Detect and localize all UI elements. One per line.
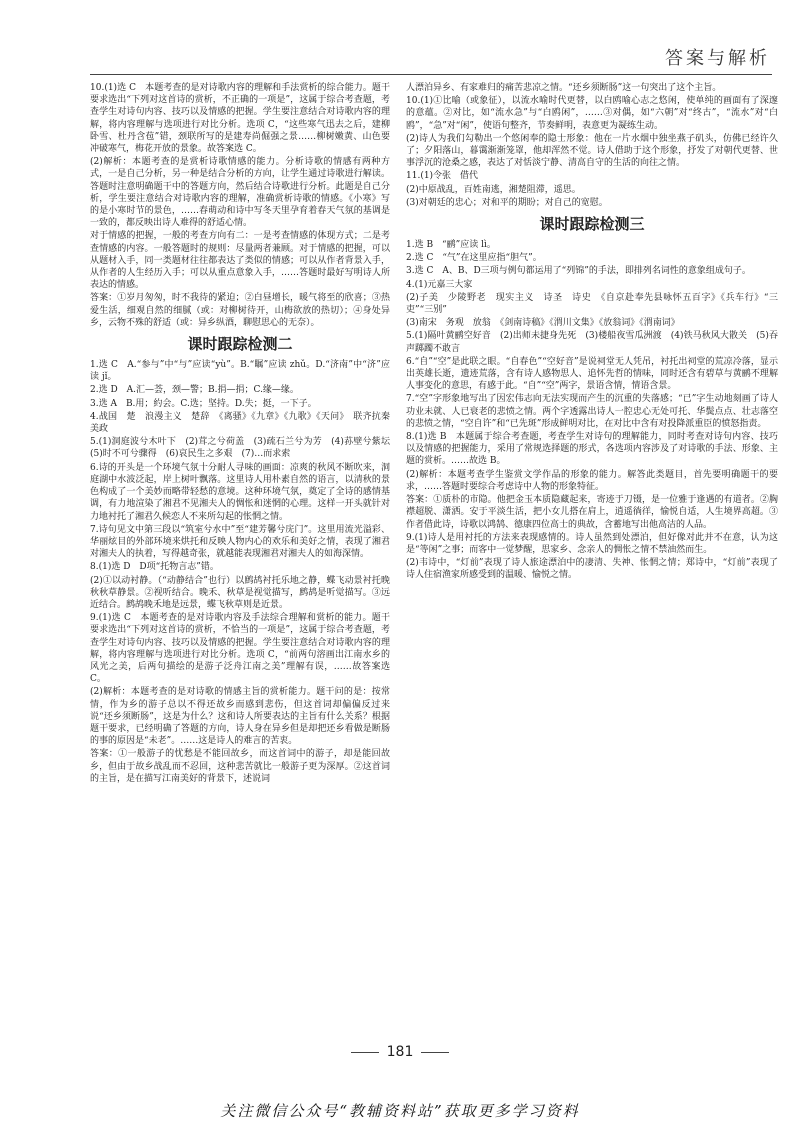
paragraph: 7.诗句见文中第三段以“筑室兮水中”至“建芳馨兮庑门”。这里用流光溢彩、华丽炫目的外部环境来烘托和反映人物内心的欢乐和美好之情，表现了湘君对湘夫人的执着，写得越奇张，就越能表现湘君对湘夫人的如海深情。 [90, 524, 390, 560]
header-rule [90, 74, 772, 75]
left-column [90, 82, 400, 786]
paragraph: 2.选 D A.汇—荟，颈—警；B.捐—捐；C.缘—缘。 [90, 385, 299, 396]
section-title: 课时跟踪检测二 [187, 335, 293, 354]
paragraph: (2)中原战乱，百姓南逃，湘楚阻滞，遥思。 [406, 184, 581, 195]
page-number [0, 1044, 800, 1060]
footer-note: 关注微信公众号“教辅资料站”获取更多学习资料 [220, 1102, 580, 1120]
paragraph: 11.(1)令张 借代 [406, 171, 479, 182]
paragraph: (3)对朝廷的忠心；对和平的期盼；对自己的宽慰。 [406, 197, 608, 208]
paragraph: (2)解析：本题考查学生鉴赏文学作品的形象的能力。解答此类题目，首先要明确题干的要求，……答题时要综合考虑诗中人物的形象特征。 [406, 469, 778, 492]
right-column [406, 82, 778, 583]
paragraph: 10.(1)①比喻（或象征），以流水喻时代更替，以白鸥喻心志之悠闲，使单纯的画面有了深邃的意蕴。②对比，如“流水急”与“白鸥闲”，……③对偶，如“六朝”对“终古”，“流水”对“白鸥”，“急”对“闲”，使语句整齐，节奏鲜明，表意更为凝练生动。 [406, 96, 778, 131]
paragraph: 2.选 C “气”在这里应指“胆气”。 [406, 253, 542, 264]
section-title: 课时跟踪检测三 [539, 215, 645, 234]
paragraph: 人漂泊异乡、有家难归的痛苦悲凉之情。“还乡须断肠”这一句突出了这个主旨。 [406, 83, 722, 93]
paragraph: (2)子美 少陵野老 现实主义 诗圣 诗史 《自京赴奉先县咏怀五百字》《兵车行》“三吏”“三别” [406, 292, 778, 316]
paragraph: 对于情感的把握，一般的考查方向有二：一是考查情感的体现方式；二是考查情感的内容。一般答题时的规则：尽量两者兼顾。对于情感的把握，可以从题材入手，同一类题材往往都表达了类似的情感；可以从作者背景入手，从作者的人生经历入手；可以从重点意象入手，……答题时最好写明诗人所表达的情感。 [90, 231, 390, 291]
paragraph: (2)诗人为我们勾勒出一个悠闲奉的隐士形象：他在一片水烟中独坐燕子矶头，仿佛已经许久了；夕阳落山，暮霭渐渐笼罩，他却浑然不觉。诗人借助于这个形象，抒发了对朝代更替、世事浮沉的沧桑之感，表达了对恬淡宁静、清高自守的生活的向往之情。 [406, 133, 778, 169]
page-number-text: 181 [386, 1044, 414, 1060]
paragraph: (2)解析：本题考查的是赏析诗歌情感的能力。分析诗歌的情感有两种方式，一是自己分析，另一种是结合分析的方向，让学生通过诗歌进行解读。答题时注意明确题干中的答题方向，然后结合诗歌进行分析。此题是自己分析，学生要注意结合对诗歌内容的理解，准确赏析诗歌的情感。《小寒》写的是小寒时节的景色，……春萌动和诗中写冬天里孕育着春天气氛的基调是一致的，都反映出诗人难得的舒适心情。 [90, 157, 390, 229]
paragraph: 8.(1)选 B 本题属于综合考查题，考查学生对诗句的理解能力，同时考查对诗句内容、技巧以及情感的把握能力，采用了常规选择题的形式，各选项内容涉及了对诗歌的手法、形象、主题的赏析。……故选 B。 [406, 432, 778, 467]
paragraph: 4.战国 楚 浪漫主义 楚辞 《离骚》《九章》《九歌》《天问》 联齐抗秦 美政 [90, 411, 400, 435]
paragraph: 9.(1)选 C 本题考查的是对诗歌内容及手法综合理解和赏析的能力。题干要求选出“下列对这首诗的赏析，不恰当的一项是”，这属于综合考查题，考查学生对诗句内容、技巧以及情感的把握。学生要注意结合对诗歌内容的理解，将内容理解与选项进行对比分析。选项 C，“前两句溶画出江南水乡的风光之美，后两句描绘的是游子泛舟江南之美”理解有误，……故答案选 C。 [90, 613, 390, 685]
paragraph: 3.选 A B.用；約会。C.选；坚持。D.失；挺，一下子。 [90, 398, 317, 409]
paragraph: 答案：①质朴的市隐。他把金玉本质隐藏起来，寄迹于刀镊，是一位雅于逢遇的有道者。②胸襟超脱、潇洒。安于平淡生活，把小女儿搭在肩上，逍遥徜徉，愉悦自适，人生境界高超。③作者借此诗，诗歌以鸿鹄、德康四位高士的典故，含蓄地写出他高洁的人品。 [406, 495, 778, 530]
paragraph: (2)①以动衬静。（“动静结合”也行）以鹧鸪衬托乐地之静，蝶飞动景衬托晚秋秋草静景。②视听结合。晚禾、秋草是视觉描写，鹧鸪是听觉描写。③远近结合。鹧鸪晚禾地是远景，蝶飞秋草则是近景。 [90, 575, 390, 610]
paragraph: (3)南宋 务观 放翁 《剑南诗稿》《渭川文集》《放翁词》《渭南词》 [406, 318, 680, 329]
page-number-rule-right [421, 1052, 449, 1053]
paragraph: 1.选 B “鹂”应读 lì。 [406, 240, 496, 251]
paragraph: 答案：①岁月匆匆，时不我待的紧迫；②白昼增长，暖气将至的欣喜；③热爱生活，细观自然的细腻（或：对柳树待开，山梅欲放的热切）；④身处异乡，云物不殊的舒适（或：异乡纵酒，聊慰思心的无奈）。 [90, 293, 390, 328]
paragraph: 9.(1)诗人是用衬托的方法来表现感情的。诗人虽然到处漂泊，但好像对此并不在意，认为这是“等闲”之事；而客中一觉梦醒，思家乡、念亲人的惆怅之情不禁油然而生。 [406, 532, 778, 555]
paragraph: 3.选 C A、B、D三项与例句都运用了“列锦”的手法，即排列名词性的意象组成句子。 [406, 266, 751, 277]
paragraph: 6.诗的开头是一个环境气氛十分耐人寻味的画面：凉爽的秋风不断吹来，洞庭湖中水波泛起，岸上树叶飘落。这里诗人用朴素自然的语言，以清秋的景色构成了一个美妙而略带轻愁的意境。这种环境气氛，奠定了全诗的感情基调，有力地渲染了湘君不见湘夫人的惆怅和迷惘的心理。这样一开头就针对力地衬托了湘君久候恋人不来所勾起的怅惘之情。 [90, 462, 390, 522]
paragraph: 10.(1)选 C 本题考查的是对诗歌内容的理解和手法赏析的综合能力。题干要求选出“下列对这首诗的赏析，不正确的一项是”，这属于综合考查题，考查学生对诗句内容、技巧以及情感的把握。学生要注意结合对诗歌内容的理解，将内容理解与选项进行对比分析。选项 C，“这些寒气迅去之后，建柳卧雪、杜丹含苞”错，颈联所写的是建寿尚倔强之景……柳树嫩黄、山色要冲破寒气，梅花开放的景象。故答案选 C。 [90, 83, 390, 155]
page-number-rule-left [351, 1052, 379, 1053]
header-title: 答案与解析 [665, 48, 770, 69]
paragraph: 4.(1)元嘉三大家 [406, 279, 473, 290]
paragraph: 答案：①一般游子的忧愁是不能回故乡，而这首词中的游子，却是能回故乡，但由于故乡战乱而不忍回，这种悲苦就比一般游子更为深厚。②这首词的主旨，是在描写江南美好的背景下，述说词 [90, 749, 390, 784]
paragraph: (2)解析：本题考查的是对诗歌的情感主旨的赏析能力。题干问的是：按常情，作为乡的游子总以不得还故乡而感到悲伤，但这首词却偏偏反过来说“还乡须断肠”，这是为什么？这和诗人所要表达的主旨有什么关系？根据题干要求，已经明确了答题的方向，诗人身在异乡但是却把还乡看做是断肠的事的原因是“未老”。……这是诗人的难言的苦衷。 [90, 687, 390, 747]
paragraph: 8.(1)选 D D项“托物言志”错。 [90, 562, 219, 573]
paragraph: (2)韦诗中，“灯前”表现了诗人旅途漂泊中的凄清、失神、怅惘之情；郑诗中，“灯前”表现了诗人住宿渔家所感受到的温暖、愉悦之情。 [406, 558, 778, 581]
paragraph: 1.选 C A.“参与”中“与”应读“yù”。B.“瞩”应读 zhǔ。D.“济南”中“济”应读 jǐ。 [90, 360, 390, 383]
paragraph: 5.(1)隔叶黄鹂空好音 (2)出师未捷身先死 (3)楼船夜雪瓜洲渡 (4)铁马秋风大散关 (5)吞声踯躅不敢言 [406, 331, 778, 354]
paragraph: 5.(1)洞庭波兮木叶下 (2)茸之兮荷盖 (3)疏石兰兮为芳 (4)荪壁兮紫坛 (5)时不可兮骤得 (6)哀民生之多艰 (7)…而求索 [90, 437, 400, 460]
paragraph: 6.“自”“空”是此联之眼。“自春色”“空好音”是说祠堂无人凭吊，衬托出祠堂的荒凉冷落，显示出英雄长逝，遗迹荒落，含有诗人感物思人、追怀先哲的情味，同时还含有碧草与黄鹂不理解人事变化的意思，有感于此。“自”“空”两字，景语含情，情语含景。 [406, 356, 778, 392]
paragraph: 7.“空”字形象地写出了因宏伟志向无法实现而产生的沉重的失落感；“已”字生动地刻画了诗人功业未就、人已衰老的悲愤之情。两个字透露出诗人一腔忠心无处可托、华鬓点点、壮志落空的悲愤之情，“空自许”和“已先斑”形成鲜明对比，在对比中含有对投降派重臣的愤怒指责。 [406, 394, 778, 429]
